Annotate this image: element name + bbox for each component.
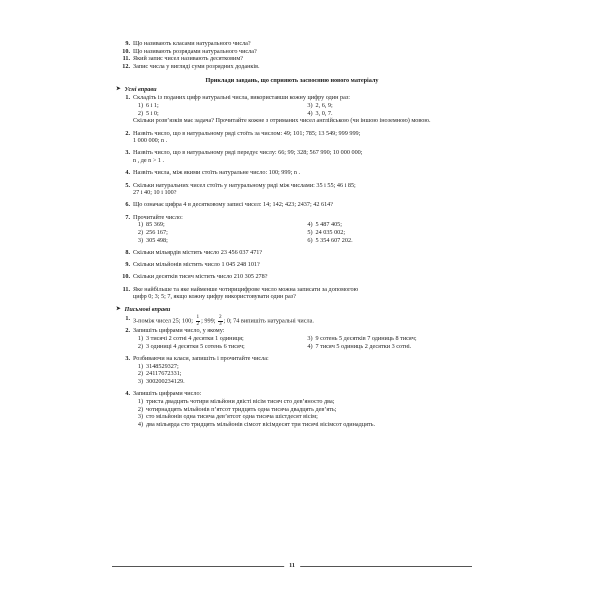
- question-10: 10. Що називають розрядами натурального числа?: [122, 47, 257, 55]
- oral-section-title: ➤ Усні вправи: [116, 85, 157, 93]
- oral-exercise-9: 9. Скільки мільйонів містить число 1 045 248 101?: [125, 261, 260, 269]
- question-11: 11. Який запис чисел називають десятковим?: [122, 55, 243, 63]
- question-12: 12. Запис числа у вигляді суми розрядних доданків.: [122, 63, 260, 71]
- oral-exercise-7-options: 1) 85 369; 4) 5 487 405; 2) 256 167; 5) 24 035 002; 3) 305 498; 6) 5 354 607 202.: [137, 221, 353, 244]
- arrow-icon: ➤: [116, 85, 121, 92]
- document-page: [112, 40, 472, 429]
- oral-exercise-1: 1. Складіть із поданих цифр натуральні числа, використавши кожну цифру один раз:: [125, 94, 350, 102]
- written-exercise-2: 2. Запишіть цифрами число, у якому:: [125, 327, 225, 335]
- written-exercise-4: 4. Запишіть цифрами число:: [125, 390, 202, 398]
- written-exercise-4-options: 1) триста двадцять чотири мільйони двісті вісім тисяч сто дев’яносто два; 2) чотирнадцять мільйонів п’ятсот тридцять одна тисяча двадцять дев’ять; 3) сто мільйонів одна тисяча дев’ятсот одна тисяча шістдесят вісім; 4) два мільярда сто тридцять мільйонів сімсот вісімдесят три тисячі вісімсот одинадцять.: [137, 398, 376, 429]
- page-footer: [112, 562, 472, 570]
- question-9: 9. Що називають класами натурального числа?: [125, 40, 251, 47]
- written-exercise-2-options: 1) 3 тисячі 2 сотні 4 десятки 1 одиниця; 3) 9 сотень 5 десятків 7 одиниць 8 тисяч; 2) 3 одиниці 4 десятки 5 сотень 6 тисяч; 4) 7 тисяч 5 одиниць 2 десятки 3 сотні.: [137, 335, 417, 350]
- written-exercise-3-options: 1) 3148529327; 2) 24117672331; 3) 300200234129.: [137, 362, 185, 386]
- oral-exercise-4: 4. Назвіть числа, між якими стоїть натуральне число: 100; 999; n .: [125, 169, 301, 177]
- written-exercise-3: 3. Розбиваючи на класи, запишіть і прочитайте числа:: [125, 354, 269, 362]
- fraction-one-half: $\frac{1}{2}$: [196, 314, 200, 327]
- oral-exercise-7: 7. Прочитайте число:: [125, 213, 183, 221]
- arrow-icon: ➤: [116, 306, 121, 313]
- written-section-title: ➤ Письмові вправи: [116, 306, 171, 314]
- section-heading: Приклади завдань, що сприяють засвоєнню нового матеріалу: [205, 76, 379, 84]
- oral-exercise-2: 2. Назвіть число, що в натуральному ряді стоїть за числом: 49; 101; 785; 13 549; 999 999; 1 000 000; n .: [125, 129, 361, 145]
- oral-exercise-8: 8. Скільки мільярдів містить число 23 456 037 471?: [125, 248, 263, 256]
- oral-exercise-11: 11. Яке найбільше та яке найменше чотирицифрове число можна записати за допомогою цифр 0; 3; 5; 7, якщо кожну цифру використовувати один раз?: [122, 285, 359, 301]
- oral-exercise-10: 10. Скільки десятків тисяч містить число 210 305 278?: [122, 273, 268, 281]
- written-exercise-1: 1. З-поміж чисел 25; 100; $\frac{1}{2}$ ; 999; $\frac{2}{3}$ ; 0; 74 випишіть натуральні числа.: [125, 314, 314, 327]
- oral-exercise-5: 5. Скільки натуральних чисел стоїть у натуральному ряді між числами: 35 і 55; 46 і 85; 27 і 40; 10 і 100?: [125, 181, 356, 197]
- oral-exercise-1-note: Скільки розв’язків має задача? Прочитайте кожне з отриманих чисел англійською (чи іншою іноземною) мовою.: [133, 117, 431, 125]
- oral-exercise-3: 3. Назвіть число, що в натуральному ряді передує числу: 66; 99; 328; 567 990; 10 000 000; n , де n > 1 .: [125, 149, 363, 165]
- oral-exercise-1-options: 1) 6 і 1; 3) 2, 6, 9; 2) 5 і 0; 4) 3, 0, 7. Скільки розв’язків має задача? Прочитайте кожне з отриманих чисел англійською (чи іншою іноземною) мовою.: [112, 102, 472, 125]
- fraction-two-thirds: $\frac{2}{3}$: [218, 314, 222, 327]
- page-number: 11: [284, 562, 300, 570]
- oral-exercise-6: 6. Що означає цифра 4 в десятковому записі чисел: 14; 142; 423; 2437; 42 614?: [125, 201, 333, 209]
